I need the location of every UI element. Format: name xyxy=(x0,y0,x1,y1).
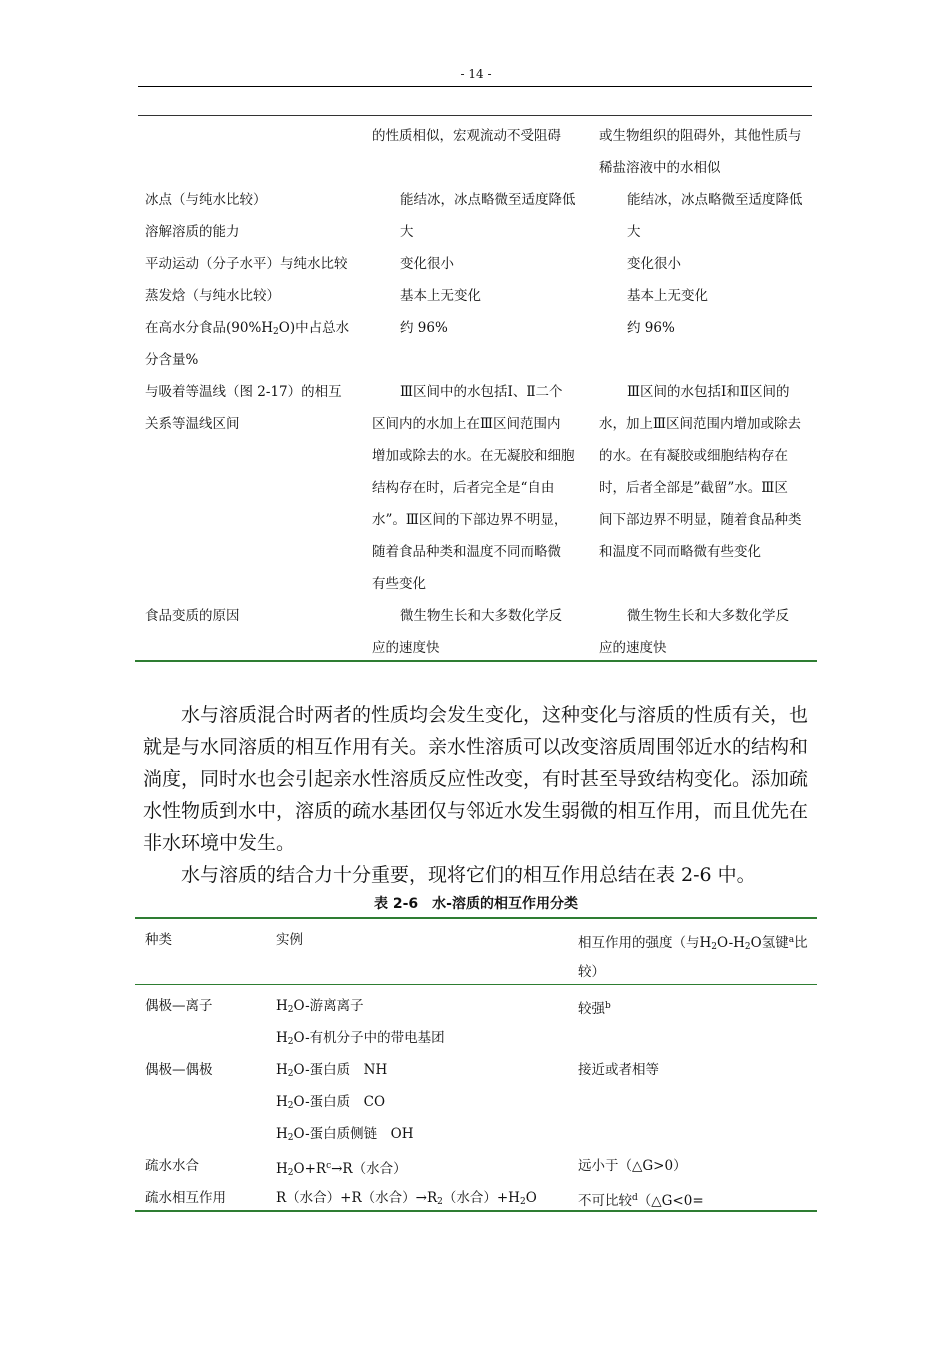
table1-cell: 应的速度快 xyxy=(599,640,667,656)
table1-cell: 大 xyxy=(400,224,414,240)
table1-cell: Ⅲ区间中的水包括Ⅰ、Ⅱ二个 xyxy=(400,384,563,400)
table1-cell: 的性质相似，宏观流动不受阻碍 xyxy=(372,128,561,144)
example-text: O-蛋白质 CO xyxy=(293,1094,386,1110)
table1-cell: 随着食品种类和温度不同而略微 xyxy=(372,544,561,560)
paragraph-line: 水与溶质混合时两者的性质均会发生变化，这种变化与溶质的性质有关，也 xyxy=(181,704,809,726)
table1-cell: 大 xyxy=(627,224,641,240)
paragraph-line: 水与溶质的结合力十分重要，现将它们的相互作用总结在表 2-6 中。 xyxy=(181,864,756,886)
table2-kind: 偶极—偶极 xyxy=(145,1062,213,1078)
table1-cell: 增加或除去的水。在无凝胶和细胞 xyxy=(372,448,575,464)
example-text: O+R xyxy=(293,1161,327,1177)
table2-kind: 疏水相互作用 xyxy=(145,1190,226,1206)
table-top-rule xyxy=(138,115,812,116)
strength-text: 不可比较 xyxy=(578,1193,632,1209)
superscript: c xyxy=(326,1161,332,1171)
table1-cell: 水”。Ⅲ区间的下部边界不明显， xyxy=(372,512,568,528)
example-text: →R（水合） xyxy=(331,1161,407,1177)
table2-example: $H_2O-$有机分子中的带电基团 xyxy=(276,1030,445,1047)
table1-cell: 或生物组织的阻碍外，其他性质与 xyxy=(599,128,802,144)
table2-kind: 疏水水合 xyxy=(145,1158,199,1174)
table1-row-label xyxy=(145,312,349,348)
header-text: 相互作用的强度（与H xyxy=(578,935,712,951)
table1-cell: Ⅲ区间的水包括Ⅰ和Ⅱ区间的 xyxy=(627,384,790,400)
subscript: 2 xyxy=(519,1197,526,1207)
subscript: 2 xyxy=(711,942,718,952)
header-text: O-H xyxy=(717,935,745,951)
table2-example: $H_2O-$蛋白质 CO xyxy=(276,1094,386,1111)
table2-top-rule xyxy=(135,917,817,919)
table1-cell: 约 96% xyxy=(627,320,675,336)
table1-bottom-rule xyxy=(135,660,817,662)
subscript: 2 xyxy=(744,942,751,952)
table2-header-strength xyxy=(578,924,808,963)
table2-example: $H_2O-$蛋白质 NH xyxy=(276,1062,388,1079)
example-text: O-游离离子 xyxy=(293,998,364,1014)
superscript: d xyxy=(632,1193,638,1203)
paragraph-line: 非水环境中发生。 xyxy=(143,832,296,854)
example-text: O-有机分子中的带电基团 xyxy=(293,1030,445,1046)
table2-example xyxy=(276,1182,537,1218)
example-text: O-蛋白质侧链 OH xyxy=(293,1126,414,1142)
table2-strength xyxy=(578,990,611,1025)
table1-cell: 水，加上Ⅲ区间范围内增加或除去 xyxy=(599,416,802,432)
table2-header-rule xyxy=(135,984,817,985)
table1-cell: 能结冰，冰点略微至适度降低 xyxy=(627,192,803,208)
table1-cell: 基本上无变化 xyxy=(400,288,481,304)
table2-caption: 表 2-6 水-溶质的相互作用分类 xyxy=(374,896,578,912)
table1-row-label: 冰点（与纯水比较） xyxy=(145,192,267,208)
table2-strength: 接近或者相等 xyxy=(578,1062,659,1078)
table1-cell: 约 96% xyxy=(400,320,448,336)
table2-example: $H_2O-$游离离子 xyxy=(276,998,364,1015)
table1-cell: 稀盐溶液中的水相似 xyxy=(599,160,721,176)
header-rule xyxy=(138,86,812,87)
example-text: O xyxy=(525,1190,537,1206)
table2-header-strength-line2: 较） xyxy=(578,964,605,980)
table1-cell: 的水。在有凝胶或细胞结构存在 xyxy=(599,448,788,464)
page-number: - 14 - xyxy=(460,67,492,81)
table1-cell: 变化很小 xyxy=(627,256,681,272)
paragraph-line: 淌度，同时水也会引起亲水性溶质反应性改变，有时甚至导致结构变化。添加疏 xyxy=(143,768,809,790)
strength-text: 较强 xyxy=(578,1001,605,1017)
paragraph-line: 水性物质到水中，溶质的疏水基团仅与邻近水发生弱微的相互作用，而且优先在 xyxy=(143,800,809,822)
table2-kind: 偶极—离子 xyxy=(145,998,213,1014)
example-text: （水合）+H xyxy=(442,1190,520,1206)
table1-cell: 微生物生长和大多数化学反 xyxy=(627,608,789,624)
table2-header-example: 实例 xyxy=(276,932,303,948)
table2-example: $H_2O+R^c\to R$（水合） xyxy=(276,1161,407,1178)
table1-row-label: 溶解溶质的能力 xyxy=(145,224,240,240)
example-text: R（水合）+R（水合）→R xyxy=(276,1190,438,1206)
table2-header-kind: 种类 xyxy=(145,932,172,948)
example-text: O-蛋白质 NH xyxy=(293,1062,388,1078)
table1-cell: 有些变化 xyxy=(372,576,426,592)
label-text: O)中占总水 xyxy=(278,320,350,336)
table1-cell: 变化很小 xyxy=(400,256,454,272)
table1-row-label: 分含量% xyxy=(145,352,199,368)
table1-cell: 应的速度快 xyxy=(372,640,440,656)
subscript: 2 xyxy=(273,327,279,337)
table2-example: $H_2O-$蛋白质侧链 OH xyxy=(276,1126,414,1143)
superscript: a xyxy=(788,935,795,945)
label-text: 在高水分食品(90%H xyxy=(145,320,274,336)
superscript: b xyxy=(605,1001,611,1011)
table1-row-label: 关系等温线区间 xyxy=(145,416,240,432)
table1-row-label: 蒸发焓（与纯水比较） xyxy=(145,288,280,304)
table2-strength: 远小于（△G>0） xyxy=(578,1158,687,1174)
subscript: 2 xyxy=(437,1197,443,1207)
table1-cell: 时，后者全部是”截留”水。Ⅲ区 xyxy=(599,480,788,496)
strength-text: （△G<0= xyxy=(637,1193,704,1209)
table1-row-label: 平动运动（分子水平）与纯水比较 xyxy=(145,256,348,272)
paragraph-line: 就是与水同溶质的相互作用有关。亲水性溶质可以改变溶质周围邻近水的结构和 xyxy=(143,736,809,758)
table1-cell: 区间内的水加上在Ⅲ区间范围内 xyxy=(372,416,561,432)
header-text: 比 xyxy=(794,935,808,951)
table1-cell: 微生物生长和大多数化学反 xyxy=(400,608,562,624)
table1-row-label: 食品变质的原因 xyxy=(145,608,240,624)
table1-row-label: 与吸着等温线（图 2-17）的相互 xyxy=(145,384,342,400)
table1-cell: 基本上无变化 xyxy=(627,288,708,304)
header-text: O氢键 xyxy=(750,935,789,951)
table1-cell: 和温度不同而略微有些变化 xyxy=(599,544,761,560)
table1-cell: 结构存在时，后者完全是“自由 xyxy=(372,480,555,496)
table2-bottom-rule xyxy=(135,1210,817,1212)
table1-cell: 间下部边界不明显，随着食品种类 xyxy=(599,512,802,528)
table1-cell: 能结冰，冰点略微至适度降低 xyxy=(400,192,576,208)
